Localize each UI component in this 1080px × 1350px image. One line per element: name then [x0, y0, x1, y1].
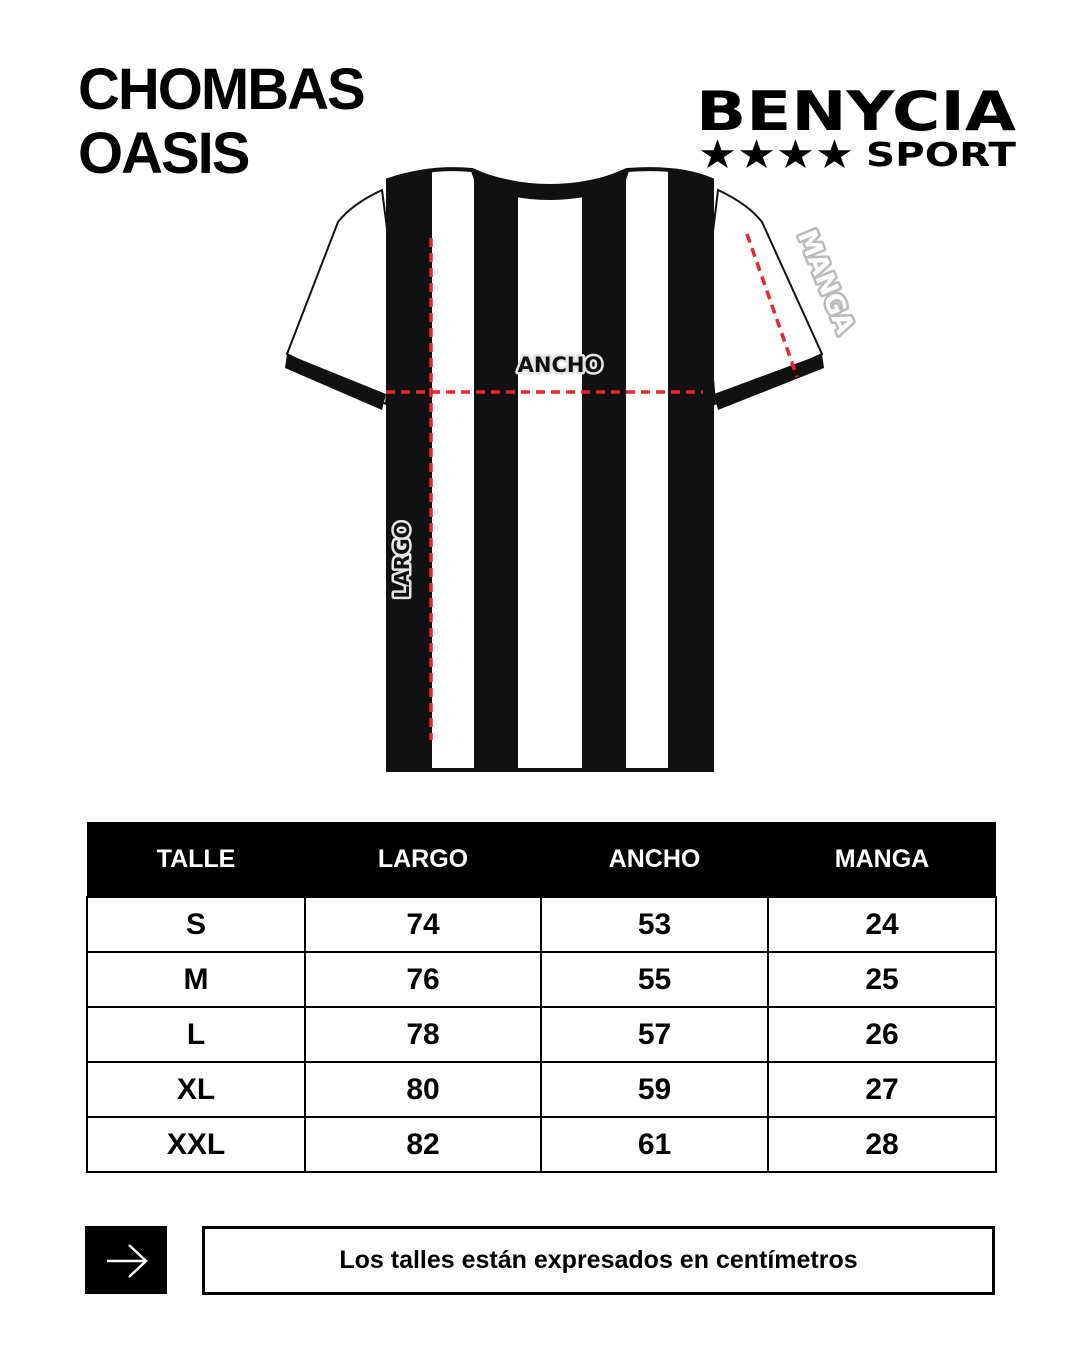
units-note-text: Los talles están expresados en centímetros	[339, 1246, 858, 1274]
logo-stars: ★★★★	[698, 132, 854, 174]
cell-ancho: 55	[541, 952, 768, 1007]
cell-ancho: 59	[541, 1062, 768, 1117]
cell-ancho: 53	[541, 897, 768, 952]
cell-talle: XXL	[87, 1117, 305, 1172]
logo-brand: BENYCIA	[696, 82, 1017, 143]
logo-sub: SPORT	[866, 135, 1017, 174]
table-row	[87, 897, 996, 952]
header-manga: MANGA	[768, 822, 996, 897]
left-sleeve	[285, 190, 395, 410]
cell-talle: M	[87, 952, 305, 1007]
cell-ancho: 61	[541, 1117, 768, 1172]
title-line-1: CHOMBAS	[78, 57, 364, 122]
cell-manga: 26	[768, 1007, 996, 1062]
cell-manga: 28	[768, 1117, 996, 1172]
arrow-right-icon-glyph	[85, 1226, 167, 1294]
cell-largo: 74	[305, 897, 541, 952]
ancho-label: ANCHO	[517, 353, 603, 377]
header-largo: LARGO	[305, 822, 541, 897]
cell-largo: 76	[305, 952, 541, 1007]
table-row	[87, 1007, 996, 1062]
jersey-body	[388, 160, 712, 780]
cell-talle: S	[87, 897, 305, 952]
arrow-right-icon	[85, 1226, 167, 1294]
largo-label: LARGO	[390, 521, 414, 599]
cell-manga: 24	[768, 897, 996, 952]
size-table	[86, 822, 997, 1173]
units-note	[202, 1226, 995, 1295]
table-row	[87, 1062, 996, 1117]
cell-talle: XL	[87, 1062, 305, 1117]
cell-largo: 82	[305, 1117, 541, 1172]
manga-label: MANGA	[791, 225, 860, 339]
cell-manga: 27	[768, 1062, 996, 1117]
cell-talle: L	[87, 1007, 305, 1062]
title-line-2: OASIS	[78, 121, 249, 186]
header-talle: TALLE	[87, 822, 305, 897]
table-row	[87, 1117, 996, 1172]
right-sleeve	[706, 190, 824, 410]
cell-manga: 25	[768, 952, 996, 1007]
table-row	[87, 952, 996, 1007]
cell-ancho: 57	[541, 1007, 768, 1062]
cell-largo: 78	[305, 1007, 541, 1062]
header-ancho: ANCHO	[541, 822, 768, 897]
table-header-row	[87, 822, 996, 897]
cell-largo: 80	[305, 1062, 541, 1117]
